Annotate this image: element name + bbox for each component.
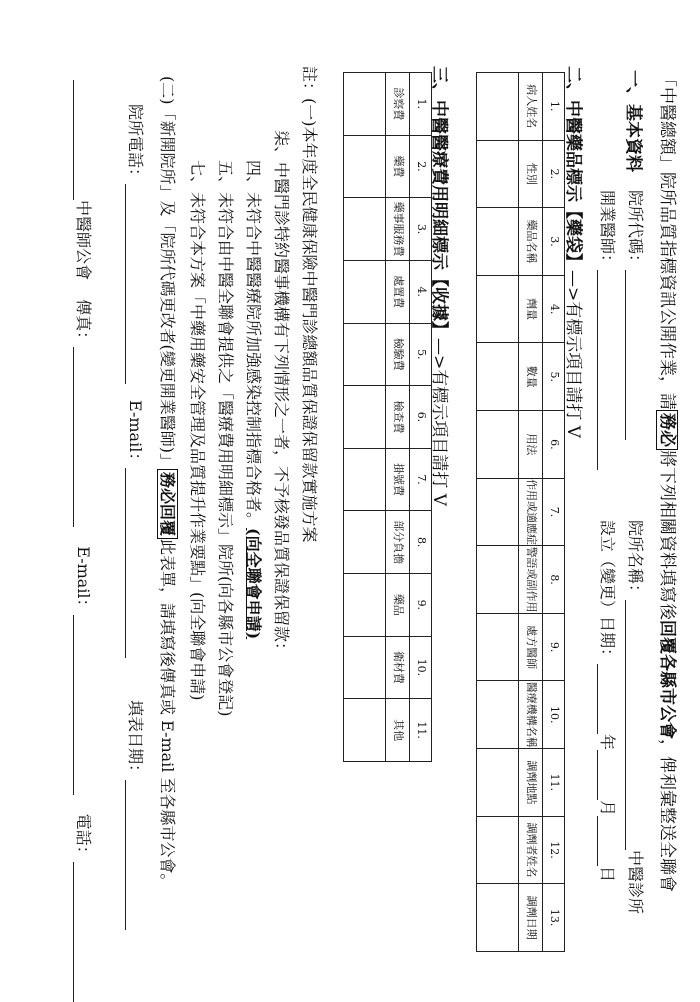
fee-check-cell[interactable] (344, 386, 386, 449)
clinic-name-row (625, 520, 648, 914)
drug-col-num: 12. (543, 816, 565, 884)
drug-col-num: 1. (543, 73, 565, 141)
note-5: 七、未符合本方案「中藥用藥安全管理及品質提升作業要點」(向全聯會申請) (188, 160, 207, 701)
section3-title (429, 66, 454, 506)
drug-check-cell[interactable] (477, 546, 519, 614)
clinic-name-field[interactable] (625, 600, 644, 850)
clinic-name-label: 院所名稱： (626, 520, 645, 601)
fee-check-cell[interactable] (344, 699, 386, 762)
drug-label-table (476, 72, 565, 952)
year-label: 年 (598, 734, 617, 751)
drug-col-num: 4. (543, 275, 565, 343)
drug-check-cell[interactable] (477, 478, 519, 546)
drug-check-cell[interactable] (477, 816, 519, 884)
header-text-a: 「中醫總額」院所品質指標資訊公開作業，請 (657, 70, 677, 410)
fee-check-cell[interactable] (344, 135, 386, 198)
fee-col-num: 8. (410, 511, 432, 574)
fee-check-cell[interactable] (344, 323, 386, 386)
drug-check-cell[interactable] (477, 343, 519, 411)
fee-check-cell[interactable] (344, 511, 386, 574)
drug-col-header: 調劑地點 (519, 749, 543, 817)
fee-col-header: 檢查費 (386, 386, 410, 449)
fee-col-num: 3. (410, 198, 432, 261)
drug-col-num: 6. (543, 411, 565, 479)
drug-col-num: 2. (543, 140, 565, 208)
drug-col-num: 13. (543, 884, 565, 952)
drug-col-header: 病人姓名 (519, 73, 543, 141)
note-3-text: 四、未符合中醫醫療院所加強感染控制指標合格者。 (244, 160, 263, 529)
drug-col-header: 藥品名稱 (519, 208, 543, 276)
drug-col-header: 用法 (519, 411, 543, 479)
fee-col-header: 處置費 (386, 260, 410, 323)
note-6-text-a: (二)「新開院所」及「院所代碼更改者(變更開業醫師)」 (158, 76, 177, 469)
fee-check-cell[interactable] (344, 574, 386, 637)
fee-col-header: 藥品 (386, 574, 410, 637)
section3-title-b: 【收據】 (429, 270, 449, 338)
fill-date-field[interactable] (125, 780, 144, 930)
header-must-box: 務必 (656, 410, 678, 450)
footer-row (73, 80, 96, 1002)
drug-check-cell[interactable] (477, 411, 519, 479)
note-1: 註：(一)本年度全民健康保險中醫門診總額品質保證保留款實施方案 (300, 66, 319, 543)
fee-col-num: 6. (410, 386, 432, 449)
fee-col-num: 4. (410, 260, 432, 323)
fee-check-cell[interactable] (344, 198, 386, 261)
fee-col-header: 掛號費 (386, 448, 410, 511)
assoc-email-label: E-mail： (74, 546, 93, 615)
note-6-must-box: 務必回覆 (157, 469, 178, 539)
fax-label: 傳真： (74, 299, 93, 348)
drug-col-num: 11. (543, 749, 565, 817)
clinic-phone-field[interactable] (125, 184, 144, 384)
section1-title: 一、基本資料 (623, 70, 643, 172)
drug-col-num: 8. (543, 546, 565, 614)
fee-col-num: 1. (410, 73, 432, 136)
practitioner-row (597, 190, 620, 470)
assoc-phone-label: 電話： (74, 813, 93, 862)
fee-col-header: 部分負擔 (386, 511, 410, 574)
assoc-name-field[interactable] (73, 80, 92, 200)
clinic-code-row (625, 190, 648, 440)
drug-check-cell[interactable] (477, 208, 519, 276)
practitioner-field[interactable] (597, 270, 616, 470)
fee-col-header: 診察費 (386, 73, 410, 136)
fee-label-table (343, 72, 432, 762)
fee-col-header: 衛材費 (386, 636, 410, 699)
practitioner-label: 開業醫師： (598, 190, 617, 271)
fee-col-header: 藥事服務費 (386, 198, 410, 261)
drug-check-cell[interactable] (477, 73, 519, 141)
setup-month-field[interactable] (597, 750, 616, 800)
clinic-code-field[interactable] (625, 270, 644, 440)
clinic-email-row (125, 400, 148, 658)
clinic-phone-label: 院所電話： (126, 104, 145, 185)
fee-col-header: 其他 (386, 699, 410, 762)
drug-col-header: 處方醫師 (519, 613, 543, 681)
clinic-email-field[interactable] (125, 468, 144, 658)
note-6-text-b: 此表單，請填寫後傳真或 E-mail 至各縣市公會。 (158, 539, 177, 890)
drug-col-num: 10. (543, 681, 565, 749)
fee-col-header: 檢驗費 (386, 323, 410, 386)
fee-col-num: 7. (410, 448, 432, 511)
drug-check-cell[interactable] (477, 140, 519, 208)
drug-col-num: 9. (543, 613, 565, 681)
assoc-label: 中醫師公會 (74, 200, 93, 281)
month-label: 月 (598, 800, 617, 817)
drug-col-header: 劑量 (519, 275, 543, 343)
clinic-phone-row (125, 104, 148, 384)
note-3 (243, 160, 266, 639)
drug-col-header: 數量 (519, 343, 543, 411)
header-line (657, 70, 682, 892)
drug-check-cell[interactable] (477, 681, 519, 749)
drug-col-header: 調劑日期 (519, 884, 543, 952)
header-text-d: ，俾利彙整送全聯會 (657, 739, 677, 892)
note-2: 柒、中醫門診特約醫事機構有下列情形之一者，不予核發品質保證保留款： (272, 130, 291, 659)
fill-date-label: 填表日期： (126, 700, 145, 781)
assoc-phone-field[interactable] (73, 862, 92, 1002)
header-text-b: 將下列相關資料填寫後 (657, 450, 677, 620)
note-4: 五、未符合由中醫全聯會提供之「醫療費用明細標示」院所(向各縣市公會登記) (216, 160, 235, 717)
section2-title-c: —>有標示項目請打 V (563, 270, 583, 438)
fee-col-num: 9. (410, 574, 432, 637)
section3-title-c: —>有標示項目請打 V (429, 338, 449, 506)
setup-date-label: 設立（變更）日期： (598, 520, 617, 665)
setup-date-row (597, 520, 620, 882)
setup-year-field[interactable] (597, 664, 616, 734)
drug-col-header: 警語或副作用 (519, 546, 543, 614)
fee-check-cell[interactable] (344, 260, 386, 323)
clinic-code-label: 院所代碼： (626, 190, 645, 271)
clinic-email-label: E-mail： (126, 400, 145, 469)
header-reply-text: 回覆各縣市公會 (657, 620, 677, 739)
drug-col-header: 調劑者姓名 (519, 816, 543, 884)
drug-col-header: 性別 (519, 140, 543, 208)
fill-date-row (125, 700, 148, 930)
drug-col-num: 5. (543, 343, 565, 411)
fee-check-cell[interactable] (344, 448, 386, 511)
section2-title-b: 【藥袋】 (563, 202, 583, 270)
fee-col-num: 5. (410, 323, 432, 386)
drug-check-cell[interactable] (477, 749, 519, 817)
drug-col-header: 醫療機構名稱 (519, 681, 543, 749)
drug-check-cell[interactable] (477, 884, 519, 952)
section2-title-a: 二、中醫藥品標示 (563, 66, 583, 202)
fee-col-num: 10. (410, 636, 432, 699)
fee-check-cell[interactable] (344, 73, 386, 136)
note-6 (157, 76, 180, 890)
fee-col-num: 2. (410, 135, 432, 198)
drug-check-cell[interactable] (477, 613, 519, 681)
clinic-suffix: 中醫診所 (626, 850, 645, 915)
drug-col-header: 作用或適應症 (519, 478, 543, 546)
drug-col-num: 7. (543, 478, 565, 546)
note-3-apply: (向全聯會申請) (244, 528, 263, 640)
fee-check-cell[interactable] (344, 636, 386, 699)
assoc-email-field[interactable] (73, 615, 92, 795)
drug-col-num: 3. (543, 208, 565, 276)
drug-check-cell[interactable] (477, 275, 519, 343)
fax-field[interactable] (73, 347, 92, 527)
setup-day-field[interactable] (597, 816, 616, 866)
fee-col-header: 藥費 (386, 135, 410, 198)
section2-title (563, 66, 588, 438)
fee-col-num: 11. (410, 699, 432, 762)
section3-title-a: 三、中醫醫療費用明細標示 (429, 66, 449, 270)
day-label: 日 (598, 866, 617, 883)
